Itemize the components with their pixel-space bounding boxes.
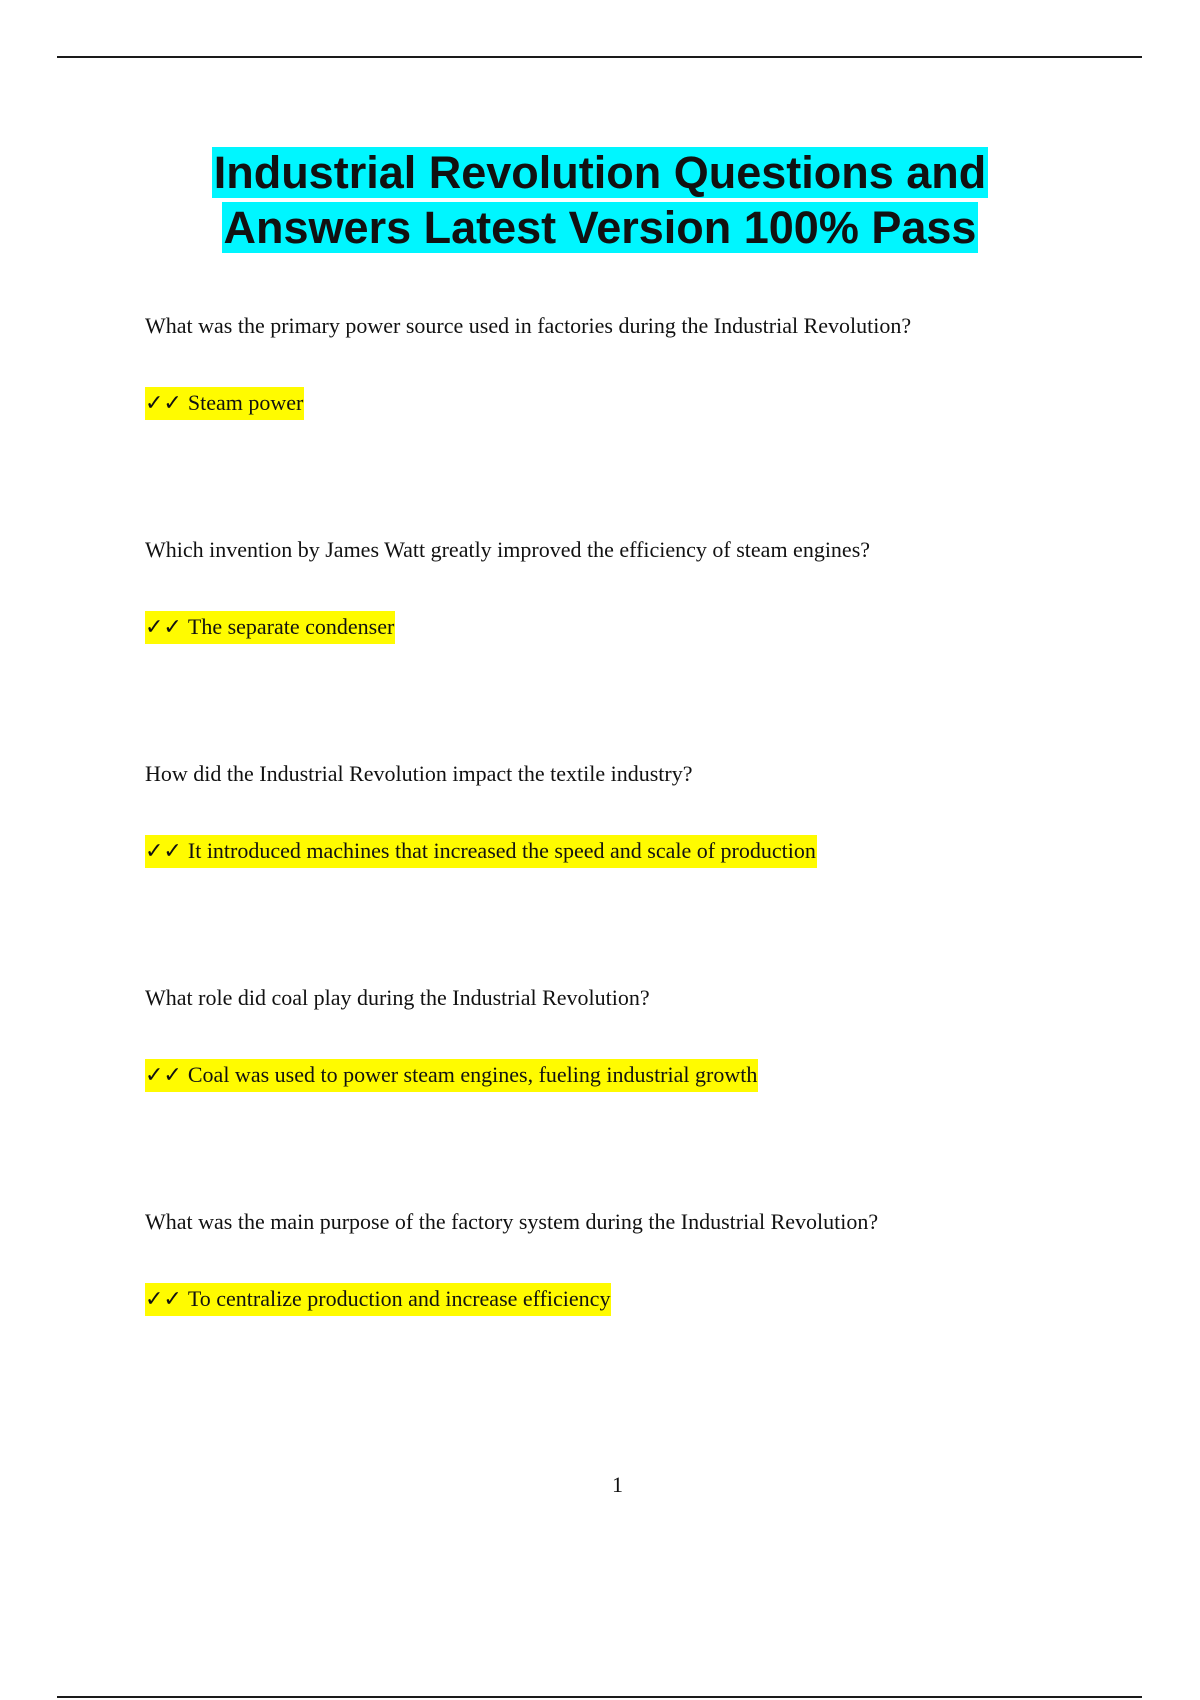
footer-rule	[57, 1696, 1142, 1698]
answer-highlight	[145, 1283, 611, 1316]
header-rule	[57, 56, 1142, 58]
double-check-icon: ✓✓	[145, 391, 182, 416]
question-text: Which invention by James Watt greatly improved the efficiency of steam engines?	[145, 537, 871, 562]
document-title	[0, 145, 1200, 255]
title-line-2: Answers Latest Version 100% Pass	[223, 202, 977, 253]
double-check-icon: ✓✓	[145, 1063, 182, 1088]
answer-highlight	[145, 387, 304, 420]
answer-highlight	[145, 835, 817, 868]
question-text: What was the primary power source used in factories during the Industrial Revolution?	[145, 313, 912, 338]
title-line-1: Industrial Revolution Questions and	[213, 147, 987, 198]
qa-item-4	[145, 983, 1105, 1088]
answer-text: The separate condenser	[187, 614, 395, 639]
qa-item-5	[145, 1207, 1105, 1312]
answer-highlight	[145, 1059, 758, 1092]
double-check-icon: ✓✓	[145, 615, 182, 640]
qa-item-3	[145, 759, 1105, 864]
question-text: What was the main purpose of the factory system during the Industrial Revolution?	[145, 1209, 879, 1234]
answer-text: To centralize production and increase efficiency	[187, 1286, 611, 1311]
qa-item-2	[145, 535, 1105, 640]
answer-text: Coal was used to power steam engines, fueling industrial growth	[187, 1062, 758, 1087]
answer-text: Steam power	[187, 390, 304, 415]
qa-item-1	[145, 311, 1105, 416]
question-text: How did the Industrial Revolution impact the textile industry?	[145, 761, 693, 786]
answer-text: It introduced machines that increased the speed and scale of production	[187, 838, 816, 863]
double-check-icon: ✓✓	[145, 839, 182, 864]
double-check-icon: ✓✓	[145, 1287, 182, 1312]
question-text: What role did coal play during the Industrial Revolution?	[145, 985, 650, 1010]
page-number: 1	[612, 1472, 623, 1497]
answer-highlight	[145, 611, 395, 644]
